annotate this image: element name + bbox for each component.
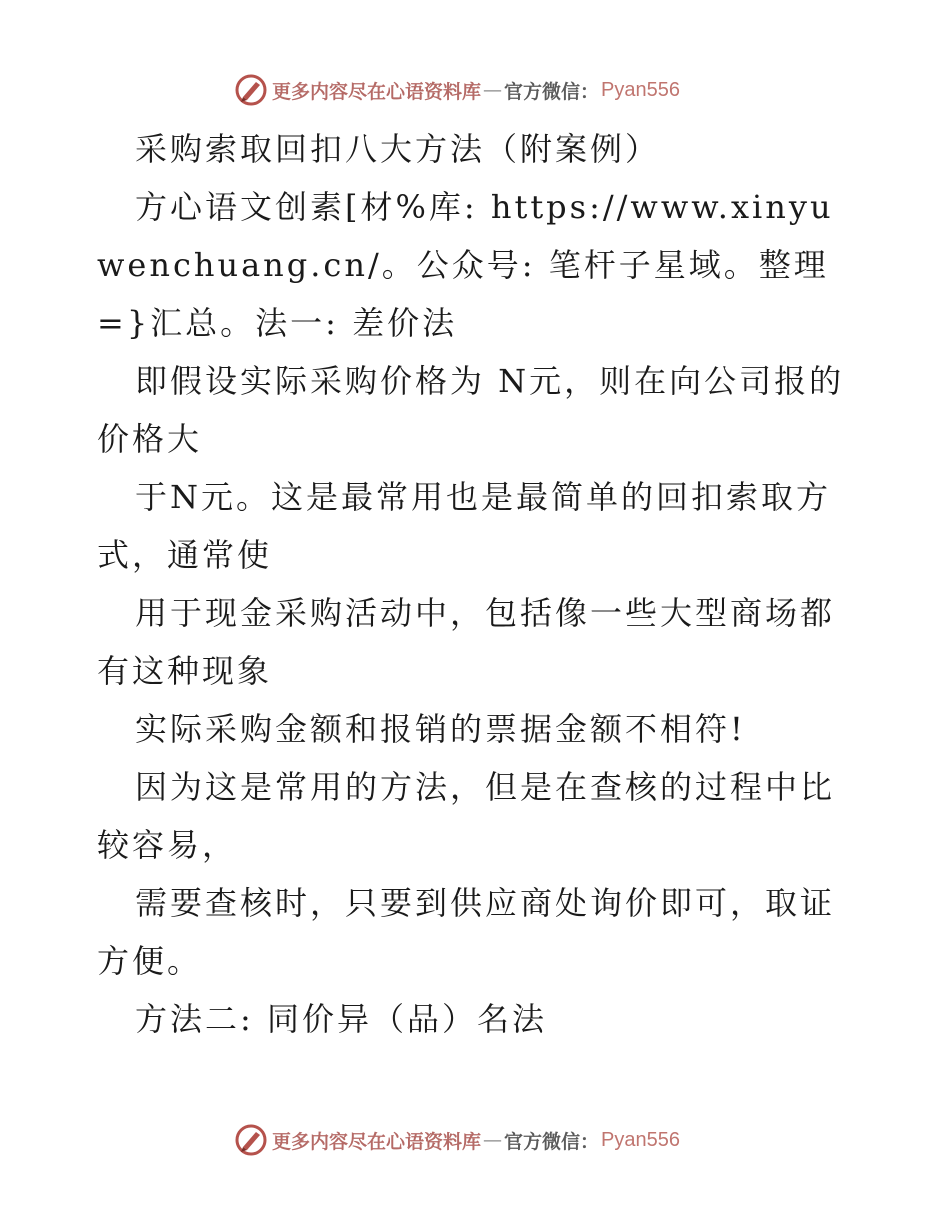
watermark-separator: — — [483, 1129, 503, 1151]
watermark-wechat-label: 官方微信： — [504, 80, 600, 103]
watermark-text: 更多内容尽在心语资料库 — [272, 1130, 482, 1153]
header-watermark — [234, 70, 680, 110]
paragraph: 即假设实际采购价格为 N元，则在向公司报的价格大 — [97, 362, 845, 458]
paragraph: 于N元。这是最常用也是最简单的回扣索取方式，通常使 — [97, 478, 832, 574]
paragraph: 用于现金采购活动中，包括像一些大型商场都有这种现象 — [97, 594, 836, 690]
watermark-wechat-id: Pyan556 — [601, 1128, 680, 1151]
watermark-wechat-id: Pyan556 — [601, 78, 680, 101]
document-body — [97, 120, 857, 1048]
paragraph: 需要查核时，只要到供应商处询价即可，取证方便。 — [97, 884, 836, 980]
watermark-wechat-label: 官方微信： — [504, 1130, 600, 1153]
paragraph: 实际采购金额和报销的票据金额不相符! — [135, 710, 746, 748]
watermark-separator: — — [483, 79, 503, 101]
pen-logo-icon — [234, 73, 268, 107]
pen-logo-icon — [234, 1123, 268, 1157]
footer-watermark — [234, 1120, 680, 1160]
paragraph: 因为这是常用的方法，但是在查核的过程中比较容易， — [97, 768, 836, 864]
watermark-text: 更多内容尽在心语资料库 — [272, 80, 482, 103]
document-title: 采购索取回扣八大方法（附案例） — [135, 130, 661, 168]
section-heading: 方法二: 同价异（品）名法 — [135, 1000, 547, 1038]
paragraph: 方心语文创素[材%库: https://www.xinyuwenchuang.cn/。公众号: 笔杆子星域。整理=}汇总。法一: 差价法 — [97, 188, 834, 342]
